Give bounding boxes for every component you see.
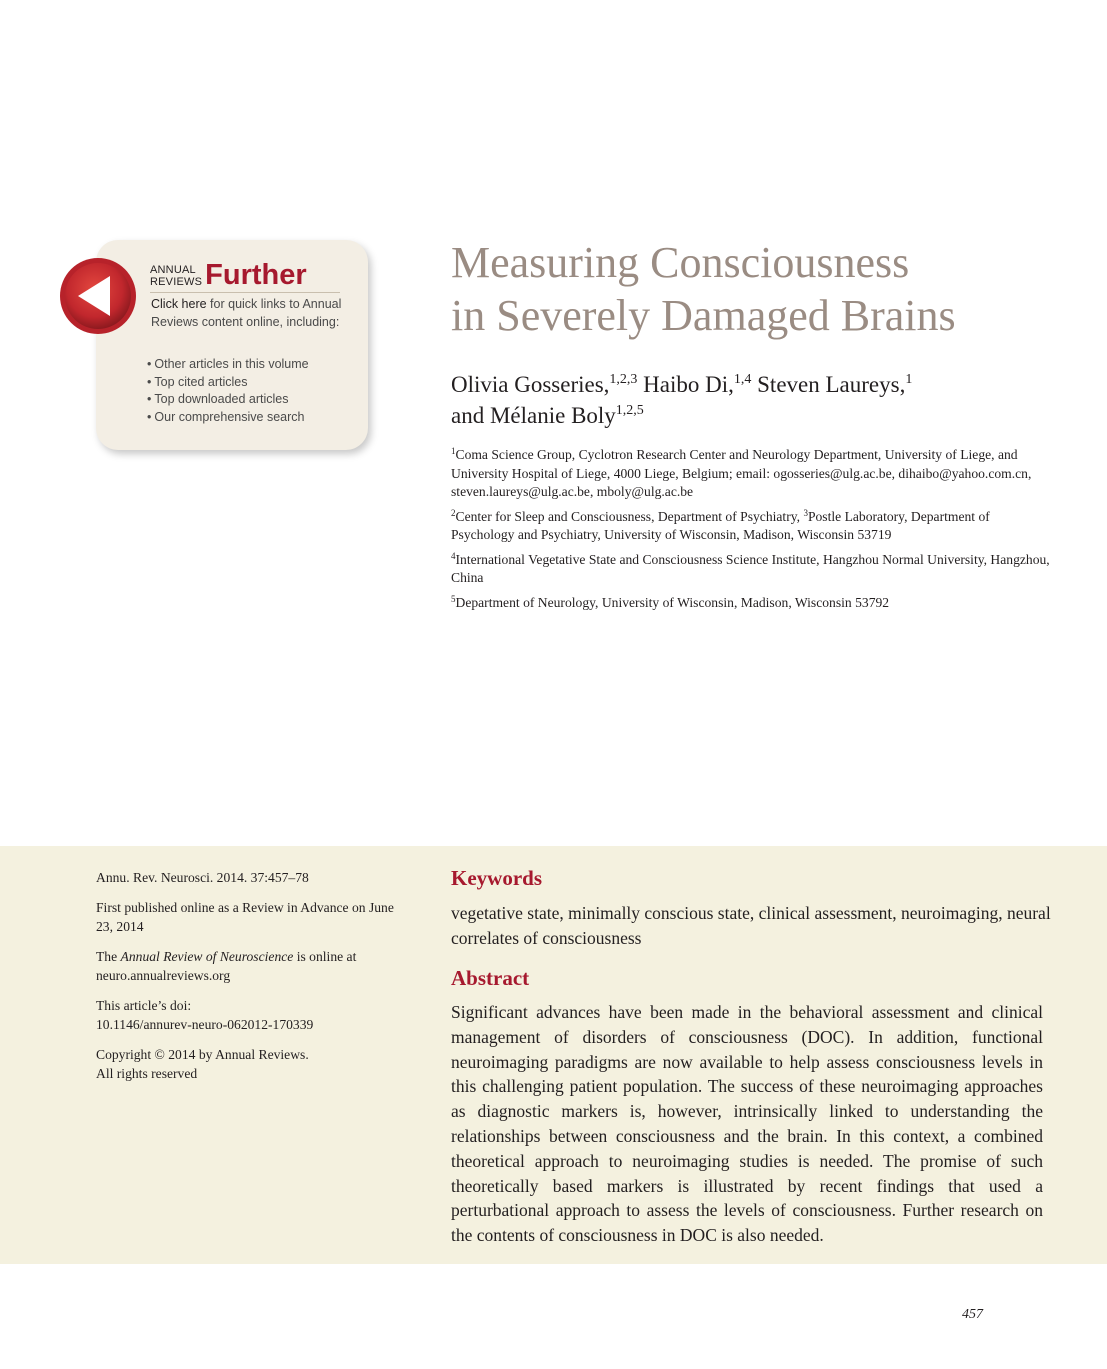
affiliation-mark: 4 [451,550,456,561]
annual-reviews-further-logo [150,259,307,291]
doi-link[interactable]: 10.1146/annurev-neuro-062012-170339 [96,1017,314,1032]
abstract-heading: Abstract [451,966,530,990]
title-line-1: Measuring Consciousness [451,238,910,287]
affiliation-mark: 2 [451,507,456,518]
brand-line-reviews: REVIEWS [150,276,203,288]
article-meta [96,868,406,1094]
doi-label: This article’s doi: [96,998,192,1013]
copyright: Copyright © 2014 by Annual Reviews. [96,1047,309,1062]
title-line-2: in Severely Damaged Brains [451,291,956,340]
further-link-search[interactable]: • Our comprehensive search [147,409,309,427]
journal-prefix: The [96,949,121,964]
affiliation-1 [451,446,1051,502]
author-list [451,369,1071,431]
brand-line-annual: ANNUAL [150,264,196,276]
further-title: Further [205,259,307,291]
citation: Annu. Rev. Neurosci. 2014. 37:457–78 [96,870,309,885]
first-published: First published online as a Review in Advance on June 23, 2014 [96,900,394,934]
back-arrow-icon[interactable] [58,256,138,336]
page-number: 457 [962,1307,983,1322]
affiliation-text: Department of Neurology, University of Wisconsin, Madison, Wisconsin 53792 [455,594,890,610]
copyright-block [96,1045,406,1083]
further-link-top-downloaded[interactable]: • Top downloaded articles [147,391,309,409]
click-here-link[interactable]: Click here [151,297,207,311]
abstract-text: Significant advances have been made in the behavioral assessment and clinical management of disorders of consciousness (DOC). In addition, functional neuroimaging paradigms are now available to help assess consciousness levels in this challenging patient population. The success of these neuroimaging approaches as diagnostic markers is, however, intrinsically linked to understanding the relationships between consciousness and the brain. In this context, a combined theoretical approach to neuroimaging studies is needed. The promise of such theoretically based markers is illustrated by recent findings that used a perturbational approach to assess the levels of consciousness. Further research on the contents of consciousness in DOC is also needed. [451,1002,1043,1246]
article-title [451,236,1071,342]
further-links-list [147,356,309,426]
author-affiliation-marks: 1,2,5 [615,403,644,418]
brand-wordmark [150,264,202,288]
journal-online [96,947,406,985]
further-link-other-articles[interactable]: • Other articles in this volume [147,356,309,374]
journal-name: Annual Review of Neuroscience [120,949,294,964]
further-divider [150,292,340,293]
further-link-top-cited[interactable]: • Top cited articles [147,374,309,392]
rights: All rights reserved [96,1066,198,1081]
affiliation-text: Coma Science Group, Cyclotron Research Center and Neurology Department, University of Liege, and University Hospital of Liege, 4000 Liege, Belgium; email: ogosseries@ulg.ac.be, dihaibo@yahoo.com.cn, steven.laureys@ulg.ac.be, mboly@ulg.ac.be [451,447,1032,499]
author-affiliation-marks: 1 [905,372,913,387]
further-intro [151,296,351,331]
affiliation-mark: 1 [451,446,456,456]
keywords-heading: Keywords [451,866,542,890]
author-name: Olivia Gosseries, [451,372,610,397]
affiliation-text: International Vegetative State and Consciousness Science Institute, Hangzhou Normal University, Hangzhou, China [451,551,1050,585]
affiliation-text: Center for Sleep and Consciousness, Department of Psychiatry, [455,508,804,524]
affiliation-mark: 5 [451,593,456,604]
affiliations [451,446,1051,618]
author-affiliation-marks: 1,2,3 [609,372,638,387]
author-name: Steven Laureys, [757,372,906,397]
keywords-text: vegetative state, minimally conscious state, clinical assessment, neuroimaging, neural correlates of consciousness [451,903,1051,948]
affiliation-text: Postle Laboratory, Department of Psychology and Psychiatry, University of Wisconsin, Madison, Wisconsin 53719 [451,508,990,542]
author-affiliation-marks: 1,4 [733,372,752,387]
affiliation-5 [451,594,1051,613]
doi-block [96,996,406,1034]
author-name: and Mélanie Boly [451,403,616,428]
affiliation-mark: 3 [803,507,808,518]
author-name: Haibo Di, [643,372,734,397]
affiliation-2 [451,508,1051,545]
journal-suffix: is online at neuro.annualreviews.org [96,949,357,983]
affiliation-4 [451,551,1051,588]
further-box[interactable] [96,240,368,450]
further-intro-text: for quick links to Annual Reviews content online, including: [151,297,342,329]
